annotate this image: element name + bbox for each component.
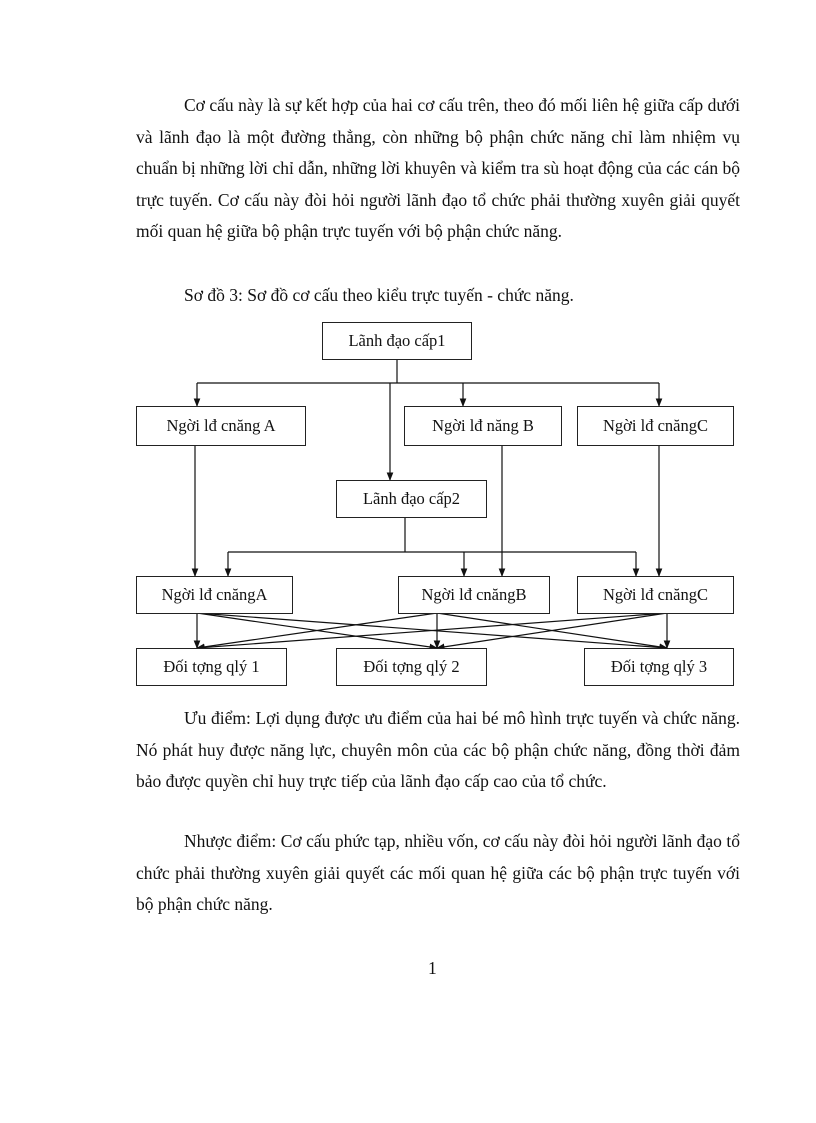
functional-manager-c-level2-box: Ngời lđ cnăngC bbox=[577, 576, 734, 614]
diagram-caption: Sơ đồ 3: Sơ đồ cơ cấu theo kiểu trực tuyến - chức năng. bbox=[184, 285, 574, 305]
managed-object-1-box: Đối tợng qlý 1 bbox=[136, 648, 287, 686]
functional-manager-a-level2-box: Ngời lđ cnăngA bbox=[136, 576, 293, 614]
advantages-paragraph: Ưu điểm: Lợi dụng được ưu điểm của hai bé mô hình trực tuyến và chức năng. Nó phát huy được năng lực, chuyên môn của các bộ phận chức năng, đồng thời đảm bảo được quyền chỉ huy trực tiếp của lãnh đạo cấp cao của tổ chức. bbox=[136, 708, 740, 791]
functional-manager-c-level1-box: Ngời lđ cnăngC bbox=[577, 406, 734, 446]
leader-level2-box: Lãnh đạo cấp2 bbox=[336, 480, 487, 518]
managed-object-2-box: Đối tợng qlý 2 bbox=[336, 648, 487, 686]
functional-manager-a-level1-box: Ngời lđ cnăng A bbox=[136, 406, 306, 446]
disadvantages-paragraph: Nhược điểm: Cơ cấu phức tạp, nhiều vốn, cơ cấu này đòi hỏi người lãnh đạo tổ chức phải thường xuyên giải quyết các mối quan hệ giữa các bộ phận trực tuyến với bộ phận chức năng. bbox=[136, 831, 740, 914]
functional-manager-b-level2-box: Ngời lđ cnăngB bbox=[398, 576, 550, 614]
functional-manager-b-level1-box: Ngời lđ năng B bbox=[404, 406, 562, 446]
managed-object-3-box: Đối tợng qlý 3 bbox=[584, 648, 734, 686]
intro-paragraph: Cơ cấu này là sự kết hợp của hai cơ cấu trên, theo đó mối liên hệ giữa cấp dưới và lãnh đạo là một đường thẳng, còn những bộ phận chức năng chỉ làm nhiệm vụ chuẩn bị những lời chỉ dẫn, những lời khuyên và kiểm tra sù hoạt động của các cán bộ trực tuyến. Cơ cấu này đòi hỏi người lãnh đạo tổ chức phải thường xuyên giải quyết mối quan hệ giữa bộ phận trực tuyến với bộ phận chức năng. bbox=[136, 95, 740, 241]
page-number: 1 bbox=[428, 958, 437, 978]
leader-level1-box: Lãnh đạo cấp1 bbox=[322, 322, 472, 360]
